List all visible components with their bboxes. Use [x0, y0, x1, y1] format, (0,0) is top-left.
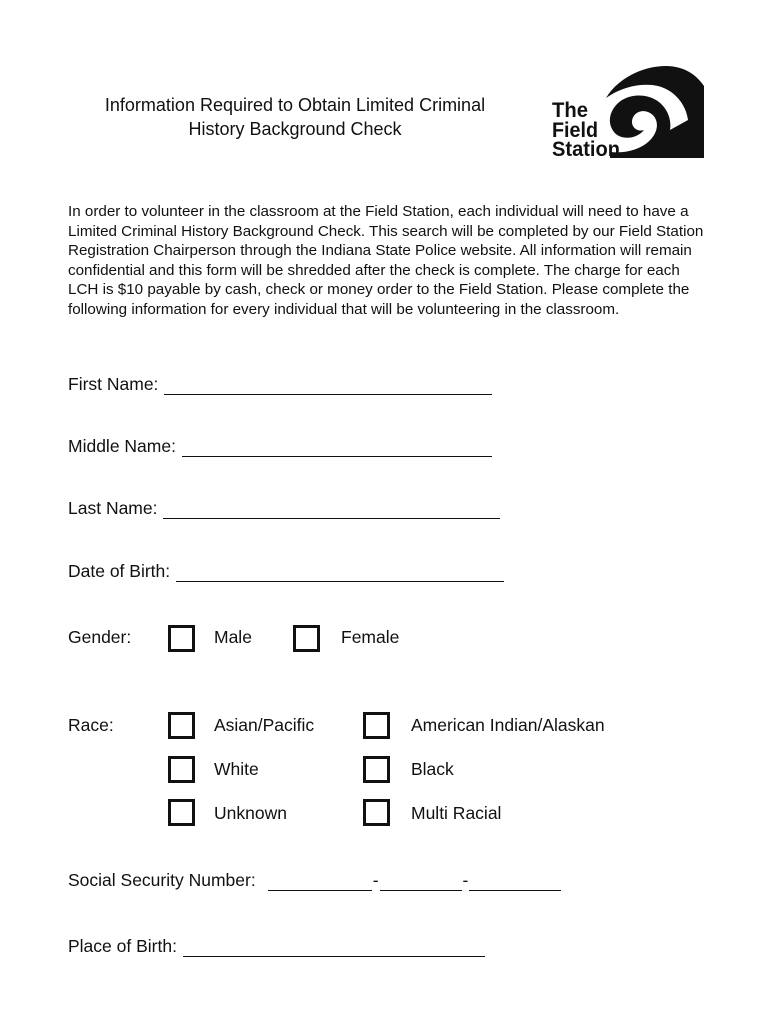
middle-name-input[interactable]	[182, 438, 492, 457]
title-line-1: Information Required to Obtain Limited Criminal	[104, 95, 486, 115]
race-label: Race:	[68, 715, 114, 735]
logo-text-field: Field	[552, 119, 598, 142]
gender-label: Gender:	[68, 627, 132, 647]
gender-male-label: Male	[214, 627, 252, 647]
last-name-input[interactable]	[163, 500, 500, 519]
race-american-indian-label: American Indian/Alaskan	[411, 715, 605, 735]
title-line-2: History Background Check	[188, 119, 402, 139]
middle-name-field	[68, 436, 492, 457]
wave-icon	[606, 66, 704, 158]
gender-female-checkbox[interactable]	[293, 625, 320, 652]
ssn-part-3-input[interactable]	[469, 872, 561, 891]
last-name-label: Last Name:	[68, 498, 158, 518]
race-asian-pacific-label: Asian/Pacific	[214, 715, 315, 735]
ssn-label: Social Security Number:	[68, 870, 256, 890]
race-american-indian-checkbox[interactable]	[363, 712, 390, 739]
ssn-separator-2: -	[462, 870, 469, 890]
field-station-logo	[548, 60, 708, 160]
race-unknown-label: Unknown	[214, 803, 287, 823]
race-white-checkbox[interactable]	[168, 756, 195, 783]
race-black-label: Black	[411, 759, 454, 779]
dob-input[interactable]	[176, 563, 504, 582]
intro-paragraph: In order to volunteer in the classroom at the Field Station, each individual will need to have a Limited Criminal History Background Check. This search will be completed by our Field Station Registration Chairperson through the Indiana State Police website. All information will remain confidential and this form will be shredded after the check is complete. The charge for each LCH is $10 payable by cash, check or money order to the Field Station. Please complete the following information for every individual that will be volunteering in the classroom.	[68, 203, 704, 318]
logo-text-the: The	[552, 99, 588, 122]
first-name-input[interactable]	[164, 376, 492, 395]
ssn-field	[68, 870, 561, 891]
dob-field	[68, 561, 504, 582]
race-black-checkbox[interactable]	[363, 756, 390, 783]
ssn-part-2-input[interactable]	[380, 872, 462, 891]
race-asian-pacific-checkbox[interactable]	[168, 712, 195, 739]
place-of-birth-field	[68, 936, 485, 957]
page-title	[60, 93, 530, 141]
race-white-label: White	[214, 759, 259, 779]
dob-label: Date of Birth:	[68, 561, 171, 581]
last-name-field	[68, 498, 500, 519]
ssn-part-1-input[interactable]	[268, 872, 372, 891]
first-name-field	[68, 374, 492, 395]
ssn-separator-1: -	[372, 870, 379, 890]
first-name-label: First Name:	[68, 374, 159, 394]
place-of-birth-label: Place of Birth:	[68, 936, 177, 956]
gender-male-checkbox[interactable]	[168, 625, 195, 652]
race-unknown-checkbox[interactable]	[168, 799, 195, 826]
race-multi-racial-label: Multi Racial	[411, 803, 502, 823]
place-of-birth-input[interactable]	[183, 938, 485, 957]
logo-text-station: Station	[552, 138, 620, 160]
middle-name-label: Middle Name:	[68, 436, 176, 456]
race-multi-racial-checkbox[interactable]	[363, 799, 390, 826]
gender-female-label: Female	[341, 627, 400, 647]
